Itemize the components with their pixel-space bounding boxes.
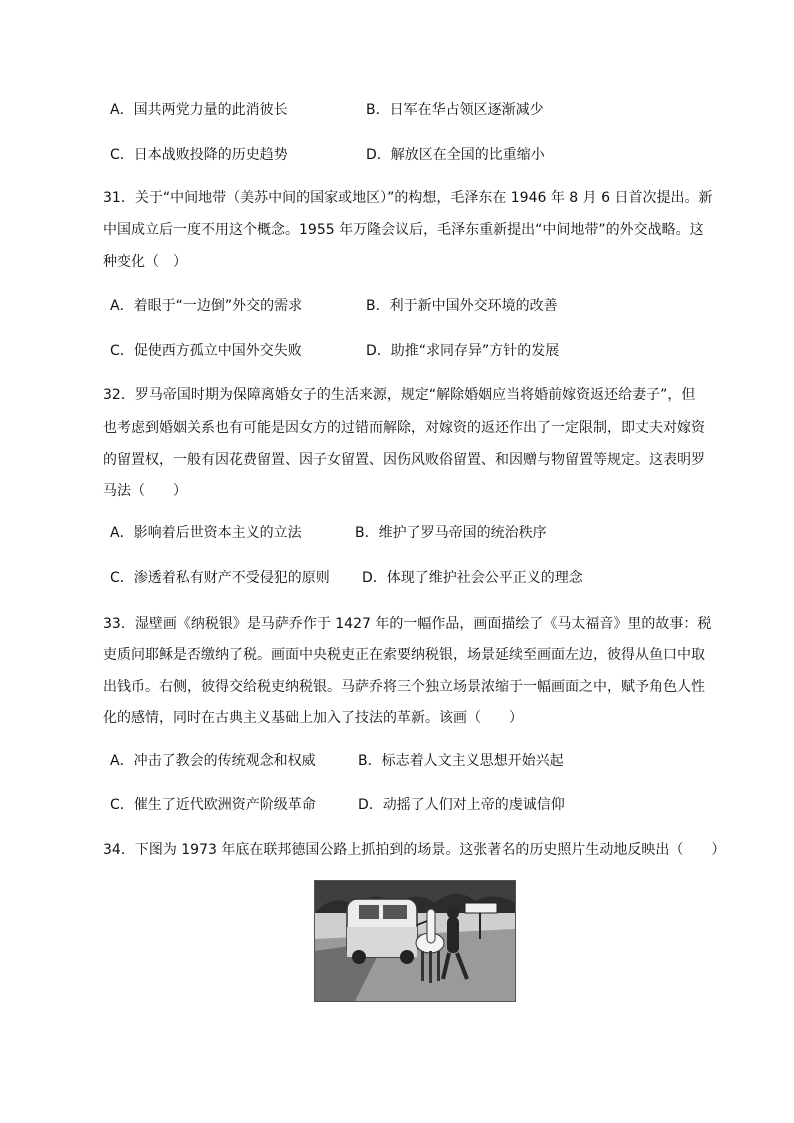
q32-option-a: A．影响着后世资本主义的立法 — [110, 525, 302, 541]
q32-stem-line-4: 马法（ ） — [103, 483, 187, 499]
q33-option-b: B．标志着人文主义思想开始兴起 — [358, 753, 564, 769]
photo-road-sign — [465, 903, 497, 913]
q31-option-c: C．促使西方孤立中国外交失败 — [110, 343, 302, 359]
q34-stem-line-1: 34．下图为 1973 年底在联邦德国公路上抓拍到的场景。这张著名的历史照片生动地反映出（ ） — [103, 842, 726, 858]
q32-stem-line-2: 也考虑到婚姻关系也有可能是因女方的过错而解除，对嫁资的返还作出了一定限制，即丈夫对嫁资 — [103, 420, 705, 436]
q30-option-a: A．国共两党力量的此消彼长 — [110, 102, 288, 118]
q31-stem-line-1: 31．关于“中间地带（美苏中间的国家或地区）”的构想，毛泽东在 1946 年 8 月 6 日首次提出。新 — [103, 190, 713, 206]
q32-option-d: D．体现了维护社会公平正义的理念 — [362, 570, 583, 586]
q31-option-d: D．助推“求同存异”方针的发展 — [366, 343, 560, 359]
photo-man-head — [447, 907, 459, 919]
q31-stem-line-2: 中国成立后一度不用这个概念。1955 年万隆会议后，毛泽东重新提出“中间地带”的外交战略。这 — [103, 222, 704, 238]
q31-option-b: B．利于新中国外交环境的改善 — [366, 298, 558, 314]
q30-option-d: D．解放区在全国的比重缩小 — [366, 147, 545, 163]
q32-stem-line-3: 的留置权，一般有因花费留置、因子女留置、因伤风败俗留置、和因赠与物留置等规定。这表明罗 — [103, 452, 705, 468]
q30-option-b: B．日军在华占领区逐渐减少 — [366, 102, 544, 118]
q30-option-c: C．日本战败投降的历史趋势 — [110, 147, 288, 163]
photo-horse-leg-1 — [421, 951, 424, 981]
photo-van-wheel-front — [352, 950, 366, 964]
photo-van-window-left — [359, 905, 379, 919]
q33-stem-line-1: 33．湿壁画《纳税银》是马萨乔作于 1427 年的一幅作品，画面描绘了《马太福音》里的故事：税 — [103, 616, 712, 632]
q33-stem-line-2: 吏质问耶稣是否缴纳了税。画面中央税吏正在索要纳税银，场景延续至画面左边，彼得从鱼口中取 — [103, 647, 705, 663]
photo-sign-post — [479, 913, 481, 939]
q32-option-b: B．维护了罗马帝国的统治秩序 — [355, 525, 547, 541]
q33-option-a: A．冲击了教会的传统观念和权威 — [110, 753, 316, 769]
q31-option-a: A．着眼于“一边倒”外交的需求 — [110, 298, 303, 314]
q33-stem-line-3: 出钱币。右侧，彼得交给税吏纳税银。马萨乔将三个独立场景浓缩于一幅画面之中，赋予角色人性 — [103, 679, 705, 695]
photo-van-window-right — [383, 905, 407, 919]
q33-option-c: C．催生了近代欧洲资产阶级革命 — [110, 797, 316, 813]
q32-option-c: C．渗透着私有财产不受侵犯的原则 — [110, 570, 330, 586]
q31-stem-line-3: 种变化（ ） — [103, 254, 187, 270]
photo-man-body — [447, 917, 459, 953]
photo-horse-leg-3 — [437, 951, 440, 981]
photo-illustration — [315, 881, 515, 1001]
photo-horse-leg-2 — [429, 951, 432, 983]
q33-option-d: D．动摇了人们对上帝的虔诚信仰 — [358, 797, 565, 813]
historical-photo — [314, 880, 516, 1002]
q32-stem-line-1: 32．罗马帝国时期为保障离婚女子的生活来源，规定“解除婚姻应当将婚前嫁资返还给妻子”，但 — [103, 387, 696, 403]
photo-horse-neck — [427, 909, 435, 943]
photo-van-wheel-rear — [400, 950, 414, 964]
q33-stem-line-4: 化的感情，同时在古典主义基础上加入了技法的革新。该画（ ） — [103, 710, 523, 726]
